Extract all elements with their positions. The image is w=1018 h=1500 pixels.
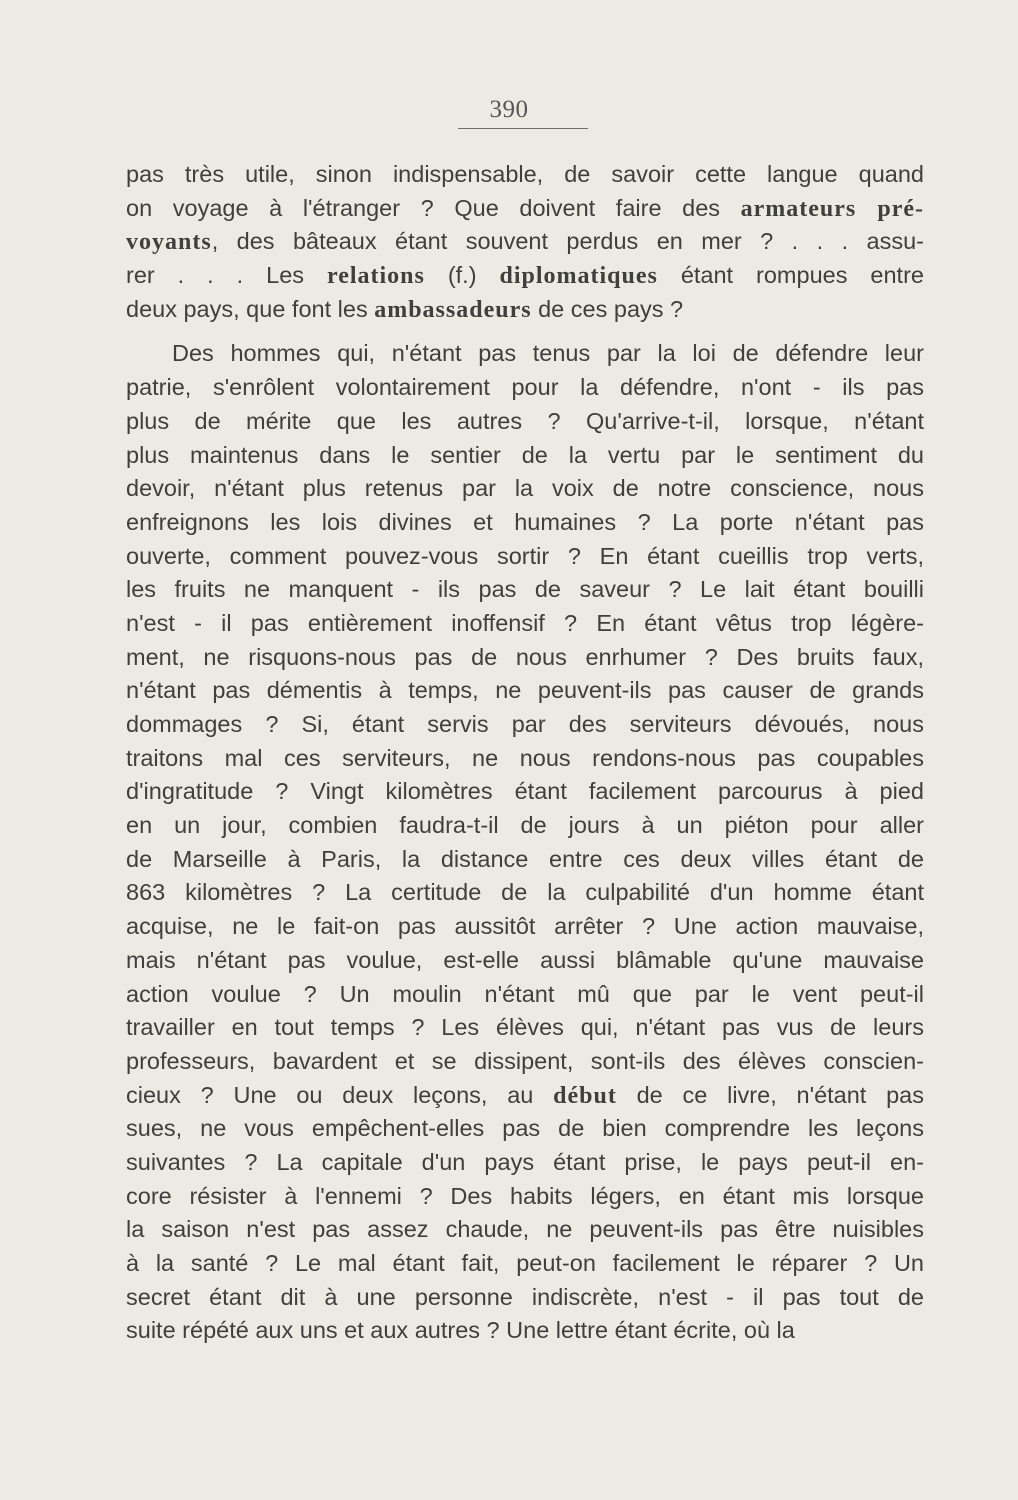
text-line: rer . . . Les relations (f.) diplomatiques étant rompues entre (126, 262, 924, 290)
text-line: n'est - il pas entièrement inoffensif ? En étant vêtus trop légère- (126, 609, 924, 636)
page-number: 390 (489, 96, 529, 123)
text-line: voyants, des bâteaux étant souvent perdus en mer ? . . . assu- (126, 228, 924, 256)
text-line: traitons mal ces serviteurs, ne nous rendons-nous pas coupables (126, 744, 924, 771)
bold-term: début (553, 1082, 617, 1109)
bold-term: diplomatiques (499, 263, 658, 290)
text-line: d'ingratitude ? Vingt kilomètres étant facilement parcourus à pied (126, 778, 924, 805)
text-line: professeurs, bavardent et se dissipent, sont-ils des élèves conscien- (126, 1047, 924, 1074)
text-line: n'étant pas démentis à temps, ne peuvent-ils pas causer de grands (126, 677, 924, 704)
text-line: core résister à l'ennemi ? Des habits légers, en étant mis lorsque (126, 1182, 924, 1209)
text-line: Des hommes qui, n'étant pas tenus par la loi de défendre leur (172, 340, 924, 367)
text-line: travailler en tout temps ? Les élèves qui, n'étant pas vus de leurs (126, 1014, 924, 1041)
text-line: 863 kilomètres ? La certitude de la culpabilité d'un homme étant (126, 879, 924, 906)
header-rule (458, 128, 588, 129)
text-line: on voyage à l'étranger ? Que doivent faire des armateurs pré- (126, 194, 924, 222)
text-line: cieux ? Une ou deux leçons, au début de ce livre, n'étant pas (126, 1081, 924, 1109)
text-line: plus de mérite que les autres ? Qu'arrive-t-il, lorsque, n'étant (126, 407, 924, 434)
text-line: sues, ne vous empêchent-elles pas de bien comprendre les leçons (126, 1115, 924, 1142)
text-line: enfreignons les lois divines et humaines ? La porte n'étant pas (126, 508, 924, 535)
bold-term: relations (326, 263, 425, 290)
body-text (126, 158, 924, 1348)
text-line: à la santé ? Le mal étant fait, peut-on facilement le réparer ? Un (126, 1250, 924, 1276)
text-line: plus maintenus dans le sentier de la vertu par le sentiment du (126, 441, 924, 468)
text-line: mais n'étant pas voulue, est-elle aussi blâmable qu'une mauvaise (126, 946, 924, 973)
text-line: la saison n'est pas assez chaude, ne peuvent-ils pas être nuisibles (126, 1216, 924, 1243)
paragraph-gap (126, 326, 924, 337)
text-line: ment, ne risquons-nous pas de nous enrhumer ? Des bruits faux, (126, 643, 924, 670)
text-line: suivantes ? La capitale d'un pays étant prise, le pays peut-il en- (126, 1148, 924, 1175)
text-line: suite répété aux uns et aux autres ? Une lettre étant écrite, où la (126, 1317, 795, 1344)
text-line: secret étant dit à une personne indiscrète, n'est - il pas tout de (126, 1283, 924, 1310)
paragraph (126, 337, 924, 1348)
text-line: devoir, n'étant plus retenus par la voix de notre conscience, nous (126, 475, 924, 502)
bold-term: armateurs pré- (740, 195, 924, 222)
text-line: en un jour, combien faudra-t-il de jours à un piéton pour aller (126, 812, 924, 839)
text-line: pas très utile, sinon indispensable, de savoir cette langue quand (126, 161, 924, 187)
text-line: action voulue ? Un moulin n'étant mû que par le vent peut-il (126, 980, 924, 1007)
bold-term: ambassadeurs (374, 296, 532, 323)
text-line: ouverte, comment pouvez-vous sortir ? En étant cueillis trop verts, (126, 542, 924, 569)
text-line: les fruits ne manquent - ils pas de saveur ? Le lait étant bouilli (126, 576, 924, 603)
bold-term: voyants (126, 229, 212, 256)
text-line: patrie, s'enrôlent volontairement pour la défendre, n'ont - ils pas (126, 374, 924, 401)
text-line: dommages ? Si, étant servis par des serviteurs dévoués, nous (126, 711, 924, 737)
paragraph (126, 158, 924, 326)
text-line: de Marseille à Paris, la distance entre ces deux villes étant de (126, 845, 924, 872)
text-line: acquise, ne le fait-on pas aussitôt arrêter ? Une action mauvaise, (126, 913, 924, 940)
text-line: deux pays, que font les ambassadeurs de ces pays ? (126, 295, 684, 323)
